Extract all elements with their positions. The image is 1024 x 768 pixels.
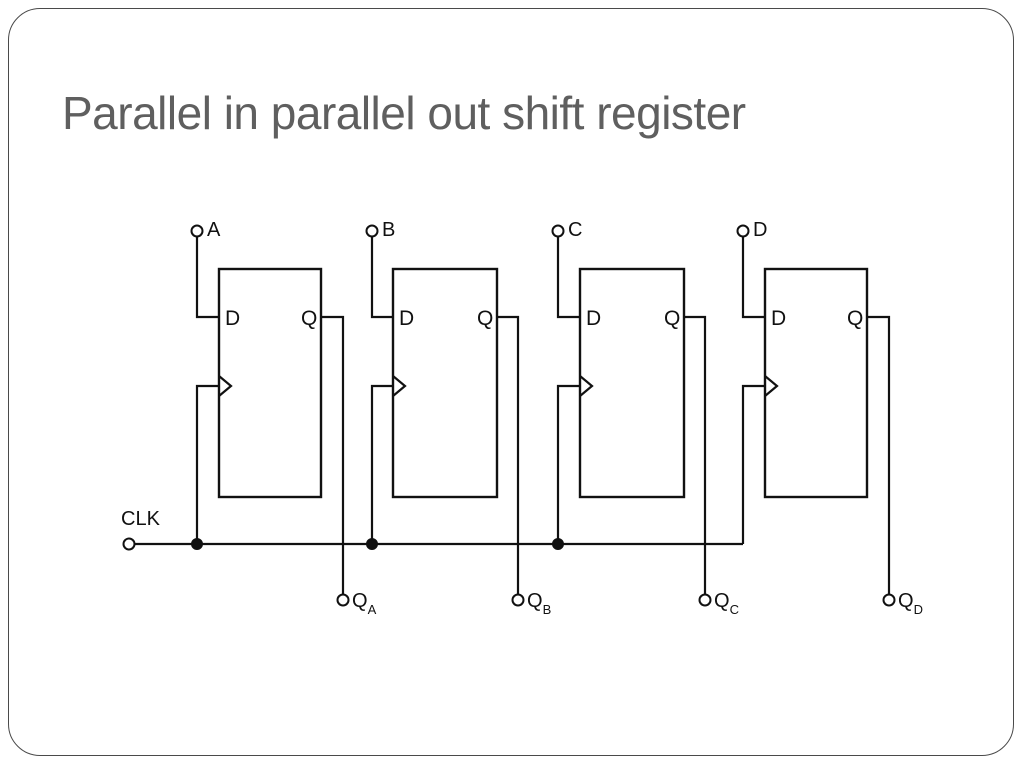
ff-4-output-wire <box>867 317 889 594</box>
ff-3-input-terminal <box>553 226 564 237</box>
ff-1-output-terminal <box>338 595 349 606</box>
ff-2-input-wire <box>372 237 393 317</box>
ff-4-input-terminal <box>738 226 749 237</box>
ff-4-clock-wire <box>743 386 765 544</box>
ff-4-clock-triangle <box>765 376 777 396</box>
ff-3-q-label: Q <box>664 307 681 330</box>
ff-3-box <box>580 269 684 497</box>
ff-1-input-terminal <box>192 226 203 237</box>
clock-terminal <box>124 539 135 550</box>
ff-2-input-terminal <box>367 226 378 237</box>
ff-1-output-label: $Q_A$ <box>352 590 377 617</box>
ff-4-output-terminal <box>884 595 895 606</box>
ff-3-input-label: C <box>568 219 583 241</box>
ff-2-output-wire <box>497 317 518 594</box>
ff-2-clock-triangle <box>393 376 405 396</box>
ff-3-output-wire <box>684 317 705 594</box>
ff-3-output-terminal <box>700 595 711 606</box>
ff-2-q-label: Q <box>477 307 494 330</box>
ff-4-q-label: Q <box>847 307 864 330</box>
ff-2-output-terminal <box>513 595 524 606</box>
ff-2-box <box>393 269 497 497</box>
ff-1-output-wire <box>321 317 343 594</box>
ff-2-output-label: $Q_B$ <box>527 590 552 617</box>
ff-3-clock-triangle <box>580 376 592 396</box>
ff-1-input-label: A <box>207 219 221 241</box>
slide-title: Parallel in parallel out shift register <box>62 87 746 139</box>
ff-1-q-label: Q <box>301 307 318 330</box>
ff-1-clock-triangle <box>219 376 231 396</box>
ff-1-box <box>219 269 321 497</box>
ff-1-input-wire <box>197 237 219 317</box>
ff-4-input-wire <box>743 237 765 317</box>
ff-1-clock-junction <box>192 539 202 549</box>
ff-1-clock-wire <box>197 386 219 544</box>
ff-2-input-label: B <box>382 219 396 241</box>
ff-4-box <box>765 269 867 497</box>
ff-2-clock-junction <box>367 539 377 549</box>
ff-4-input-label: D <box>753 219 768 241</box>
ff-2-d-label: D <box>399 307 415 330</box>
ff-3-input-wire <box>558 237 580 317</box>
ff-1-d-label: D <box>225 307 241 330</box>
ff-3-clock-wire <box>558 386 580 544</box>
clock-label: CLK <box>121 508 160 530</box>
ff-4-d-label: D <box>771 307 787 330</box>
ff-3-output-label: $Q_C$ <box>714 590 739 617</box>
ff-4-output-label: $Q_D$ <box>898 590 923 617</box>
ff-2-clock-wire <box>372 386 393 544</box>
ff-3-clock-junction <box>553 539 563 549</box>
ff-3-d-label: D <box>586 307 602 330</box>
